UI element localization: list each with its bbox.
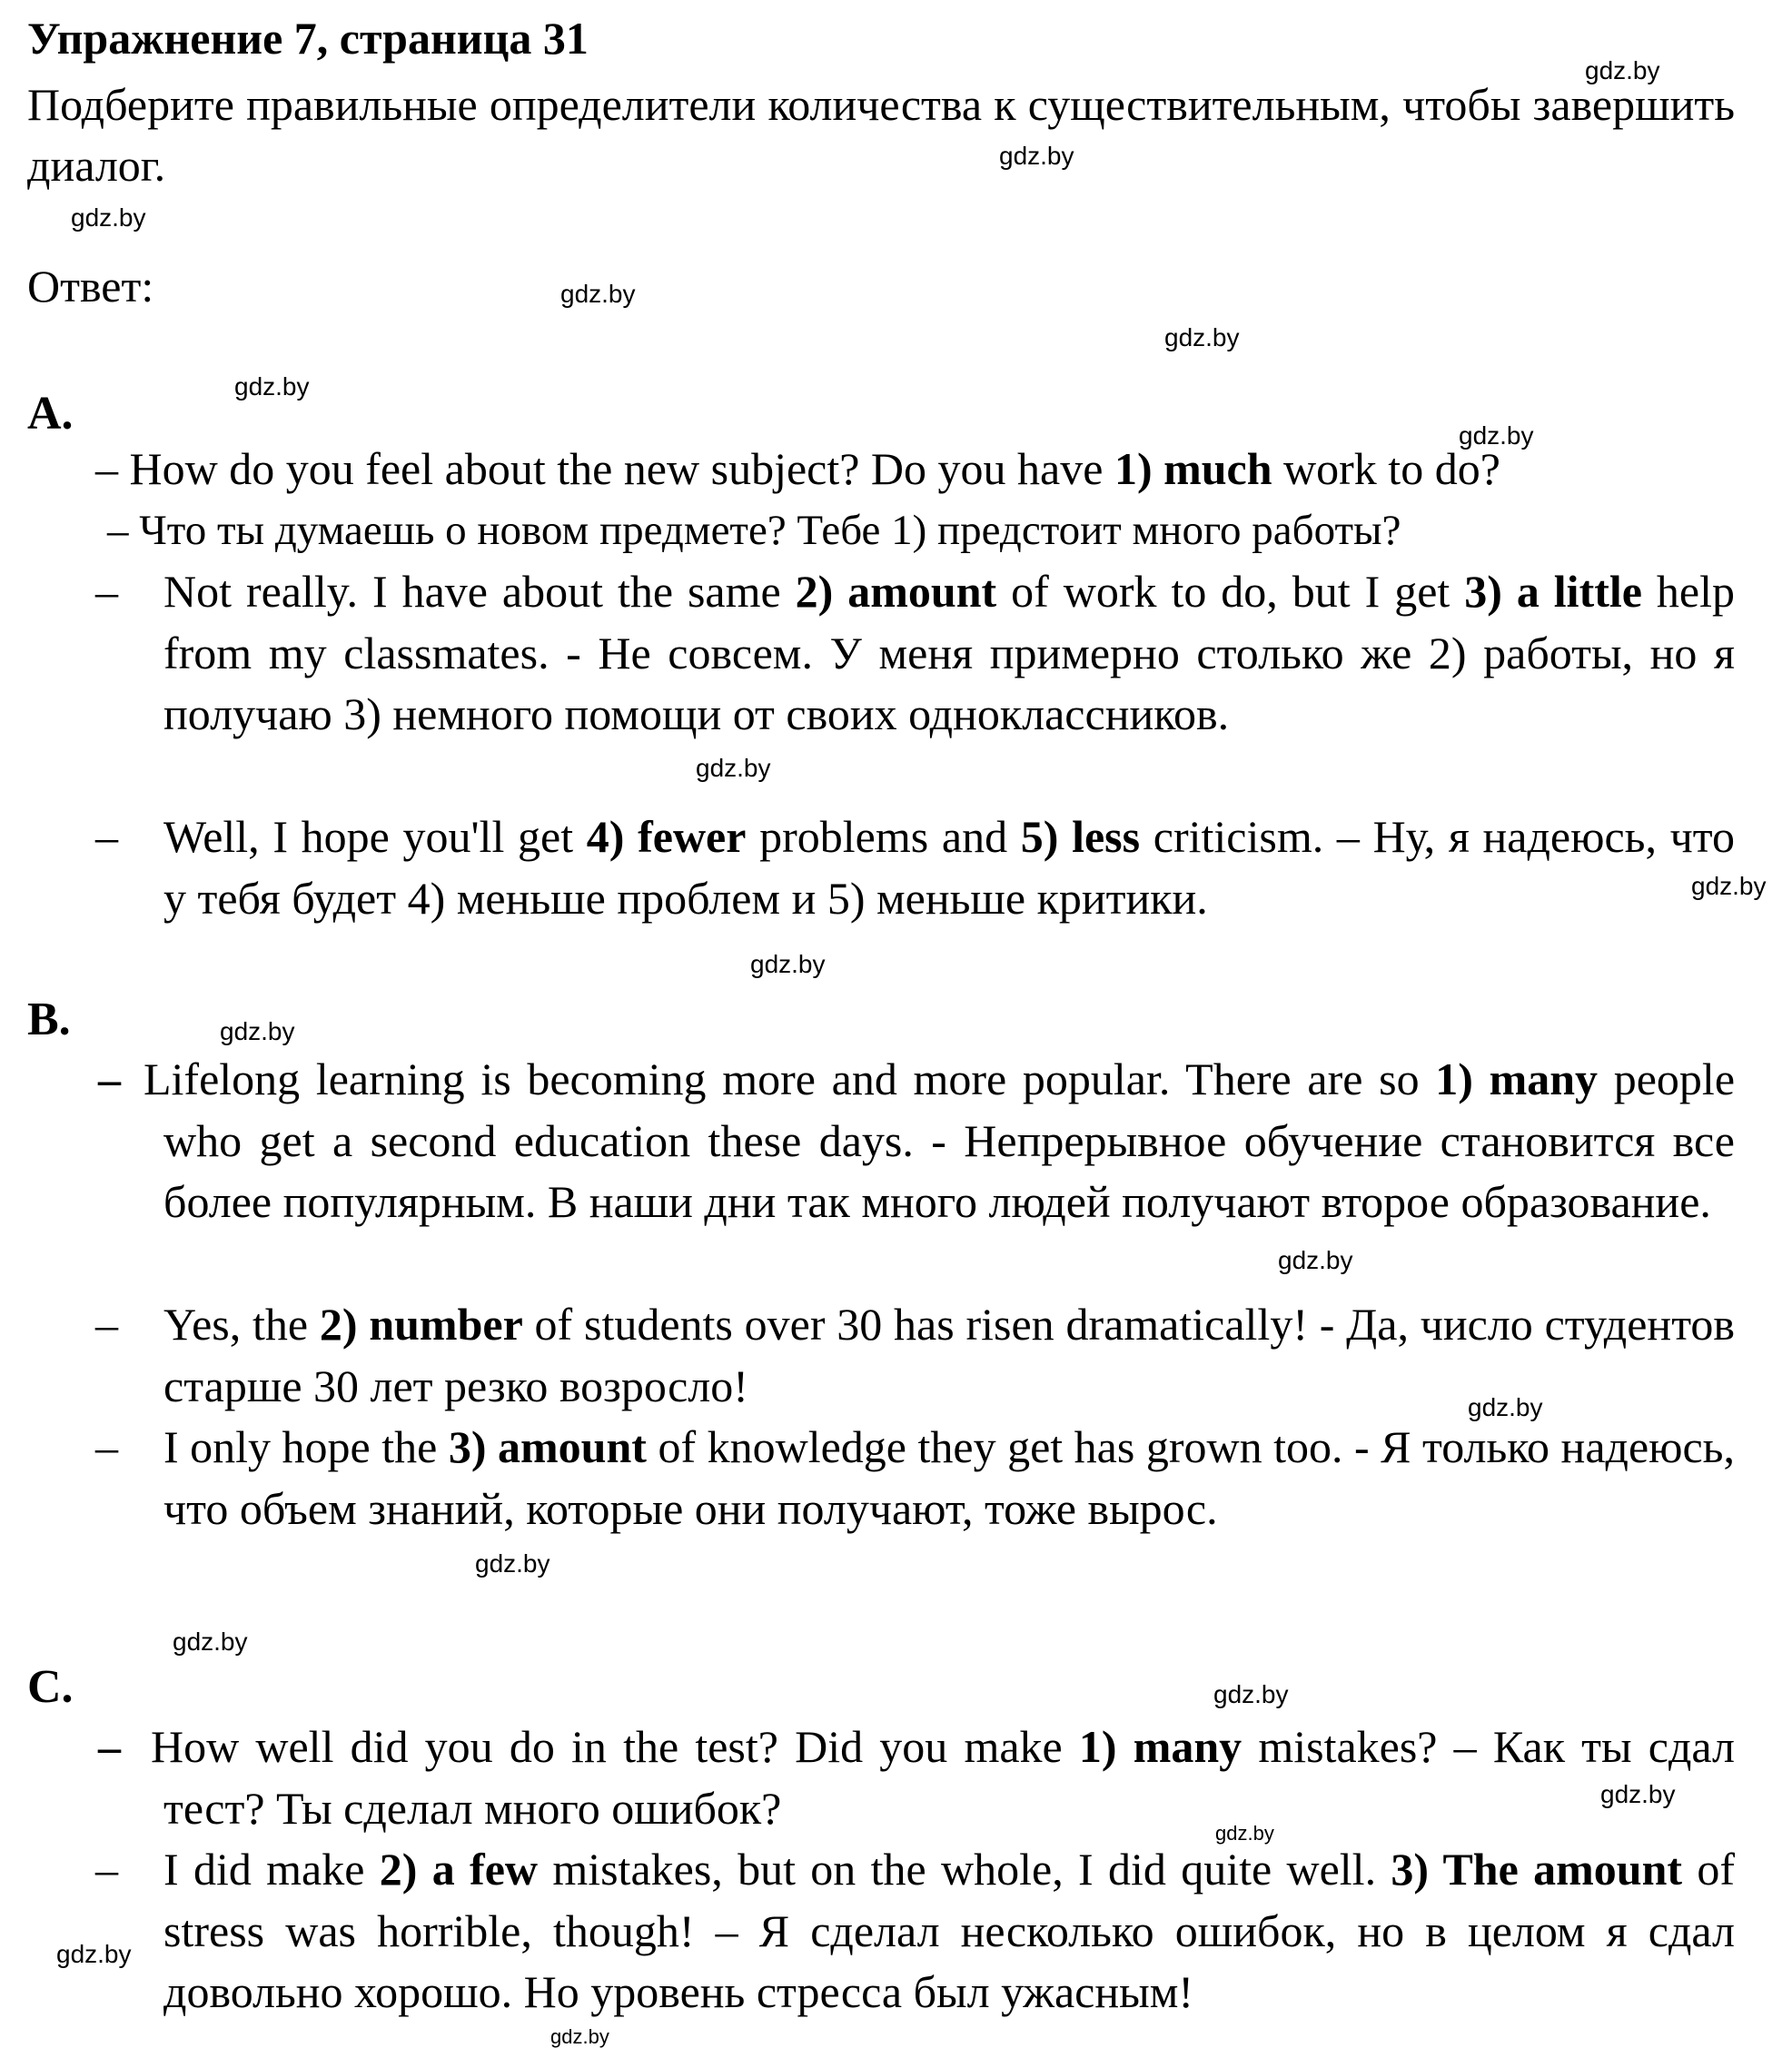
dialog-dash: – [95, 566, 118, 617]
dialog-dash: – [95, 811, 118, 862]
answer-label: Ответ: [27, 261, 154, 312]
answer-highlight: 1) many [1435, 1054, 1599, 1104]
answer-highlight: 3) The amount [1391, 1844, 1683, 1895]
section-b-item-3 [95, 1417, 1735, 1539]
text-fragment: Well, I hope you'll get [163, 811, 587, 862]
reply-text [163, 561, 1735, 746]
dialog-dash: – [95, 443, 118, 494]
text-fragment: problems and [746, 811, 1021, 862]
watermark-text: gdz.by [1600, 1780, 1676, 1808]
watermark-text: gdz.by [1585, 56, 1660, 84]
section-c-item-1 [98, 1717, 1735, 1839]
answer-highlight: 1) much [1114, 443, 1272, 494]
answer-highlight: 1) many [1078, 1721, 1243, 1772]
text-fragment: I did make [163, 1844, 380, 1895]
watermark-text: gdz.by [220, 1017, 295, 1045]
answer-highlight: 3) amount [448, 1421, 647, 1472]
watermark-text: gdz.by [173, 1628, 248, 1656]
watermark-text: gdz.by [1459, 421, 1534, 450]
reply-text [151, 1717, 1735, 1839]
watermark-text: gdz.by [71, 203, 146, 232]
text-fragment: people who get a second education these days. - Непрерывное обучение становится все более популярным. В наши дни так много людей получают второе образование. [163, 1054, 1736, 1227]
text-fragment: mistakes? – Как ты сдал тест? Ты сделал много ошибок? [163, 1721, 1735, 1834]
section-c-letter: C. [27, 1661, 74, 1713]
reply-text [163, 806, 1735, 929]
dialog-dash: – [95, 1299, 118, 1350]
answer-highlight: 3) a little [1464, 566, 1642, 617]
text-fragment: of knowledge they get has grown too. - Я только надеюсь, что объем знаний, которые они получают, тоже вырос. [163, 1421, 1735, 1534]
text-fragment: of students over 30 has risen dramatically! - Да, число студентов старше 30 лет резко возросло! [163, 1299, 1735, 1411]
section-a-letter: A. [27, 388, 74, 440]
text-fragment: How well did you do in the test? Did you make [151, 1721, 1079, 1772]
watermark-text: gdz.by [56, 1940, 132, 1968]
dialog-dash: – [98, 1054, 121, 1104]
dialog-dash: – [95, 1844, 118, 1895]
section-a-reply-2 [95, 561, 1735, 746]
text-fragment: work to do? [1272, 443, 1500, 494]
watermark-text: gdz.by [1215, 1822, 1274, 1845]
text-fragment: I only hope the [163, 1421, 449, 1472]
watermark-text: gdz.by [1468, 1393, 1543, 1421]
text-fragment: Not really. I have about the same [163, 566, 796, 617]
text-fragment: mistakes, but on the whole, I did quite well. [538, 1844, 1391, 1895]
watermark-text: gdz.by [1278, 1246, 1353, 1274]
dialog-dash: – [95, 1421, 118, 1472]
text-fragment: Lifelong learning is becoming more and more popular. There are so [144, 1054, 1436, 1104]
section-a-question-en [95, 439, 1500, 500]
reply-text [163, 1417, 1735, 1539]
dialog-dash: – [98, 1721, 121, 1772]
watermark-text: gdz.by [750, 950, 826, 978]
watermark-text: gdz.by [475, 1549, 550, 1578]
answer-highlight: 2) a few [379, 1844, 538, 1895]
watermark-text: gdz.by [1164, 323, 1240, 351]
text-fragment: of stress was horrible, though! – Я сделал несколько ошибок, но в целом я сдал довольно хорошо. Но уровень стресса был ужасным! [163, 1844, 1735, 2017]
answer-highlight: 4) fewer [586, 811, 747, 862]
watermark-text: gdz.by [560, 280, 636, 308]
section-a-question-ru: – Что ты думаешь о новом предмете? Тебе 1) предстоит много работы? [107, 507, 1401, 554]
reply-text [163, 1839, 1735, 2023]
text-fragment: How do you feel about the new subject? Do you have [129, 443, 1114, 494]
answer-highlight: 2) amount [795, 566, 997, 617]
answer-highlight: 5) less [1020, 811, 1141, 862]
text-fragment: criticism. – Ну, я надеюсь, что у тебя будет 4) меньше проблем и 5) меньше критики. [163, 811, 1735, 924]
watermark-text: gdz.by [234, 372, 310, 401]
text-fragment: Yes, the [163, 1299, 320, 1350]
answer-highlight: 2) number [319, 1299, 523, 1350]
reply-text [144, 1049, 1736, 1233]
watermark-text: gdz.by [550, 2025, 609, 2048]
watermark-text: gdz.by [1691, 872, 1767, 900]
task-description: Подберите правильные определители количества к существительным, чтобы завершить диалог. [27, 79, 1735, 191]
section-b-item-1 [98, 1049, 1736, 1233]
watermark-text: gdz.by [999, 142, 1074, 170]
watermark-text: gdz.by [696, 754, 771, 782]
section-c-item-2 [95, 1839, 1735, 2023]
section-b-letter: B. [27, 994, 71, 1045]
watermark-text: gdz.by [1213, 1680, 1289, 1708]
text-fragment: help from my classmates. - Не совсем. У меня примерно столько же 2) работы, но я получаю 3) немного помощи от своих одноклассников. [163, 566, 1735, 739]
exercise-title: Упражнение 7, страница 31 [27, 13, 589, 64]
text-fragment: of work to do, but I get [996, 566, 1465, 617]
section-a-reply-3 [95, 806, 1735, 929]
